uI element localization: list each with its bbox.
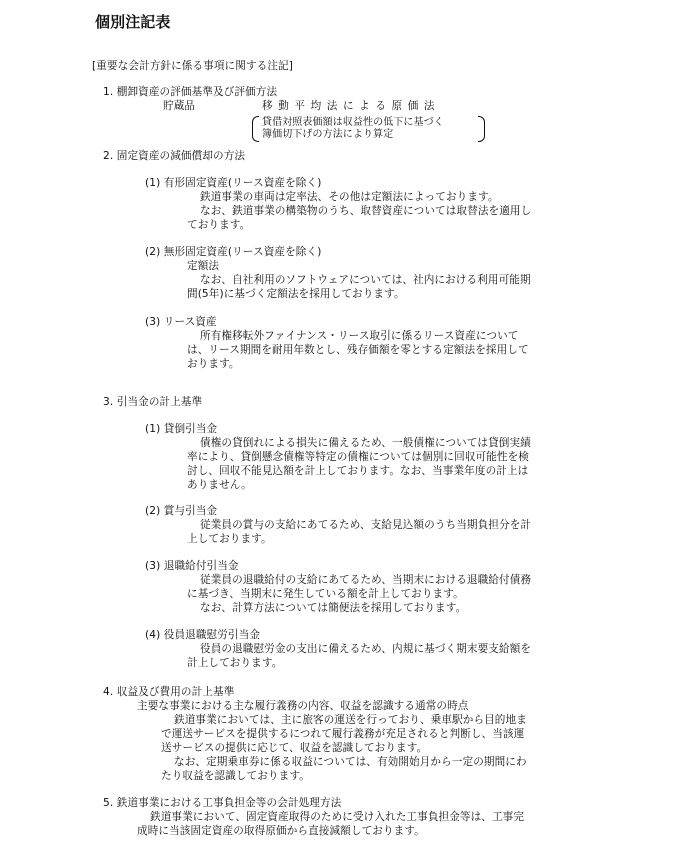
s3-p3-line: なお、計算方法については簡便法を採用しております。	[200, 602, 467, 614]
brace-left	[252, 116, 259, 142]
s1-heading: 1. 棚卸資産の評価基準及び評価方法	[103, 86, 278, 98]
s1-note-1: 貸借対照表価額は収益性の低下に基づく	[262, 117, 444, 128]
s1-item: 貯蔵品	[163, 100, 196, 112]
s2-p1-title: (1) 有形固定資産(リース資産を除く)	[145, 177, 322, 189]
s2-p1-line: なお、鉄道事業の構築物のうち、取替資産については取替法を適用し	[200, 205, 532, 217]
s3-p1-line: 率により、貸倒懸念債権等特定の債権については個別に回収可能性を検	[187, 451, 529, 463]
s3-p3-title: (3) 退職給付引当金	[145, 560, 239, 572]
s4-line: なお、定期乗車券に係る収益については、有効開始月から一定の期間にわ	[174, 756, 527, 768]
s2-p2-line: なお、自社利用のソフトウェアについては、社内における利用可能期	[200, 274, 531, 286]
s3-p1-line: ありません。	[187, 479, 252, 491]
s4-line: 鉄道事業においては、主に旅客の運送を行っており、乗車駅から目的地ま	[174, 714, 527, 726]
s1-method: 移動平均法による原価法	[262, 100, 441, 112]
s3-p2-title: (2) 賞与引当金	[145, 505, 218, 517]
s2-p3-line: おります。	[187, 358, 240, 370]
s3-p4-line: 役員の退職慰労金の支出に備えるため、内規に基づく期末要支給額を	[200, 643, 532, 655]
s2-p2-line: 間(5年)に基づく定額法を採用しております。	[187, 288, 405, 300]
s3-p2-line: 上しております。	[187, 533, 272, 545]
s3-heading: 3. 引当金の計上基準	[103, 396, 203, 408]
s2-p2-title: (2) 無形固定資産(リース資産を除く)	[145, 246, 322, 258]
s5-line: 鉄道事業において、固定資産取得のために受け入れた工事負担金等は、工事完	[150, 811, 525, 823]
s2-p1-line: ております。	[187, 219, 251, 231]
s1-note-2: 簿価切下げの方法により算定	[262, 129, 394, 140]
brace-right	[478, 116, 485, 142]
s2-p2-line: 定額法	[187, 260, 220, 272]
s3-p2-line: 従業員の賞与の支給にあてるため、支給見込額のうち当期負担分を計	[200, 519, 532, 531]
s2-p3-title: (3) リース資産	[145, 316, 217, 328]
s3-p1-title: (1) 貸倒引当金	[145, 423, 218, 435]
s3-p3-line: に基づき、当期末に発生している額を計上しております。	[187, 588, 464, 600]
s2-p1-line: 鉄道事業の車両は定率法、その他は定額法によっております。	[200, 191, 499, 203]
s3-p1-line: 討し、回収不能見込額を計上しております。なお、当事業年度の計上は	[187, 465, 529, 477]
s3-p3-line: 従業員の退職給付の支給にあてるため、当期末における退職給付債務	[200, 574, 532, 586]
section-heading: [重要な会計方針に係る事項に関する注記]	[92, 60, 293, 72]
s4-line: で運送サービスを提供するにつれて履行義務が充足されると判断し、当該運	[161, 728, 525, 740]
s4-heading: 4. 収益及び費用の計上基準	[103, 686, 235, 698]
s2-p3-line: 所有権移転外ファイナンス・リース取引に係るリース資産について	[200, 330, 519, 342]
s4-line: たり収益を認識しております。	[161, 770, 310, 782]
s4-line: 送サービスの提供に応じて、収益を認識しております。	[161, 742, 428, 754]
s4-line: 主要な事業における主な履行義務の内容、収益を認識する通常の時点	[137, 700, 469, 712]
s3-p1-line: 債権の貸倒れによる損失に備えるため、一般債権については貸倒実績	[200, 437, 531, 449]
s5-heading: 5. 鉄道事業における工事負担金等の会計処理方法	[103, 797, 342, 809]
s2-heading: 2. 固定資産の減価償却の方法	[103, 150, 246, 162]
s3-p4-line: 計上しております。	[187, 657, 283, 669]
page-title: 個別注記表	[95, 13, 171, 31]
s3-p4-title: (4) 役員退職慰労引当金	[145, 629, 261, 641]
s2-p3-line: は、リース期間を耐用年数とし、残存価額を零とする定額法を採用して	[187, 344, 529, 356]
s5-line: 成時に当該固定資産の取得原価から直接減額しております。	[137, 825, 425, 837]
